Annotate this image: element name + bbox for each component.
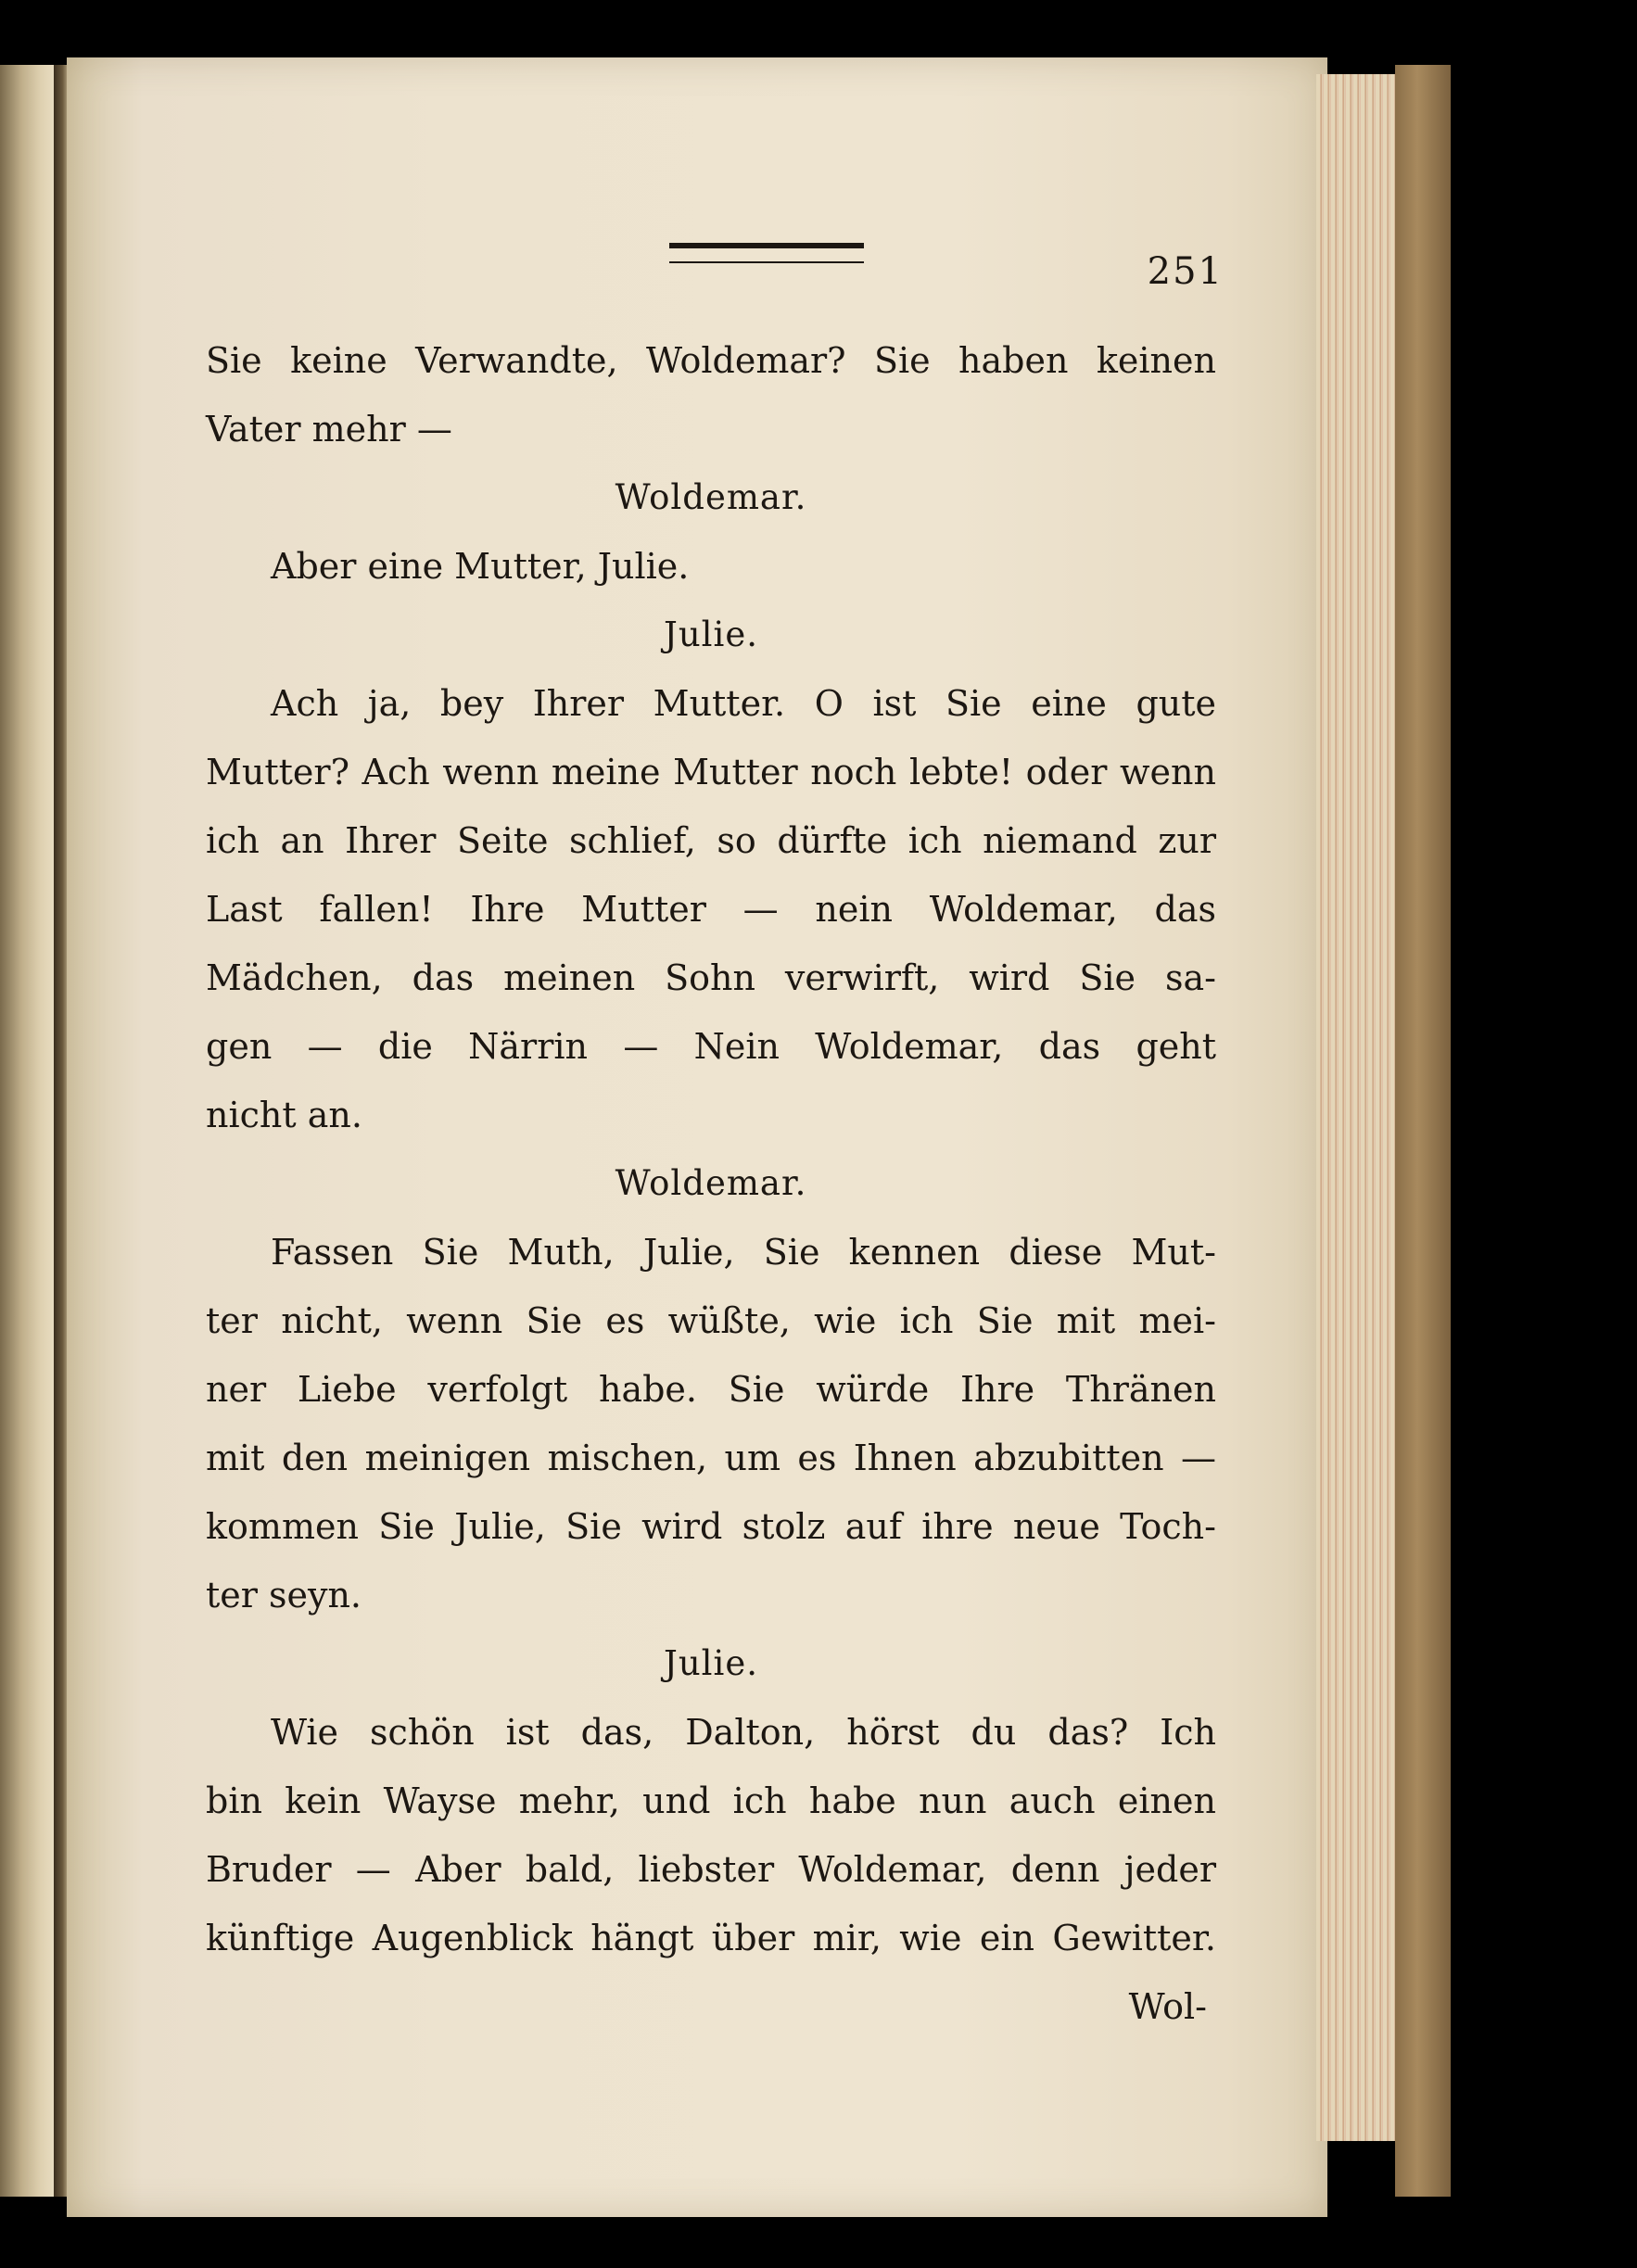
- text-line: Mutter? Ach wenn meine Mutter noch lebte! oder wenn: [206, 752, 1216, 792]
- speaker-heading: Woldemar.: [615, 1163, 807, 1203]
- previous-page-edge: [0, 65, 54, 2197]
- text-line: gen — die Närrin — Nein Woldemar, das geht: [206, 1026, 1216, 1067]
- book-cover-edge: [1395, 65, 1451, 2197]
- text-line: ner Liebe verfolgt habe. Sie würde Ihre Thränen: [206, 1369, 1216, 1410]
- speaker-heading: Woldemar.: [615, 477, 807, 517]
- text-line: ich an Ihrer Seite schlief, so dürfte ich niemand zur: [206, 820, 1216, 861]
- text-line: künftige Augenblick hängt über mir, wie ein Gewitter.: [206, 1918, 1216, 1958]
- text-line: Sie keine Verwandte, Woldemar? Sie haben keinen: [206, 340, 1216, 381]
- text-line: Bruder — Aber bald, liebster Woldemar, denn jeder: [206, 1849, 1216, 1890]
- text-line: Ach ja, bey Ihrer Mutter. O ist Sie eine gute: [271, 683, 1216, 724]
- text-line: Last fallen! Ihre Mutter — nein Woldemar, das: [206, 889, 1216, 930]
- text-line: mit den meinigen mischen, um es Ihnen abzubitten —: [206, 1438, 1216, 1478]
- text-line: Fassen Sie Muth, Julie, Sie kennen diese Mut-: [271, 1232, 1216, 1273]
- text-line: nicht an.: [206, 1095, 362, 1135]
- speaker-heading: Julie.: [664, 1643, 758, 1683]
- page-text: [206, 326, 1216, 2041]
- catchword: Wol-: [1128, 1986, 1207, 2027]
- text-line: Mädchen, das meinen Sohn verwirft, wird Sie sa-: [206, 957, 1216, 998]
- page-number: 251: [1147, 250, 1224, 293]
- header-rule: [669, 243, 864, 263]
- speaker-heading: Julie.: [664, 615, 758, 654]
- text-line: ter nicht, wenn Sie es wüßte, wie ich Sie mit mei-: [206, 1300, 1216, 1341]
- text-line: ter seyn.: [206, 1575, 362, 1615]
- text-line: kommen Sie Julie, Sie wird stolz auf ihre neue Toch-: [206, 1506, 1216, 1547]
- text-line: Aber eine Mutter, Julie.: [271, 546, 690, 587]
- page-edges: [1316, 74, 1400, 2141]
- book-page: [67, 57, 1327, 2217]
- text-line: bin kein Wayse mehr, und ich habe nun auch einen: [206, 1780, 1216, 1821]
- text-line: Wie schön ist das, Dalton, hörst du das? Ich: [271, 1712, 1216, 1753]
- text-line: Vater mehr —: [206, 409, 452, 450]
